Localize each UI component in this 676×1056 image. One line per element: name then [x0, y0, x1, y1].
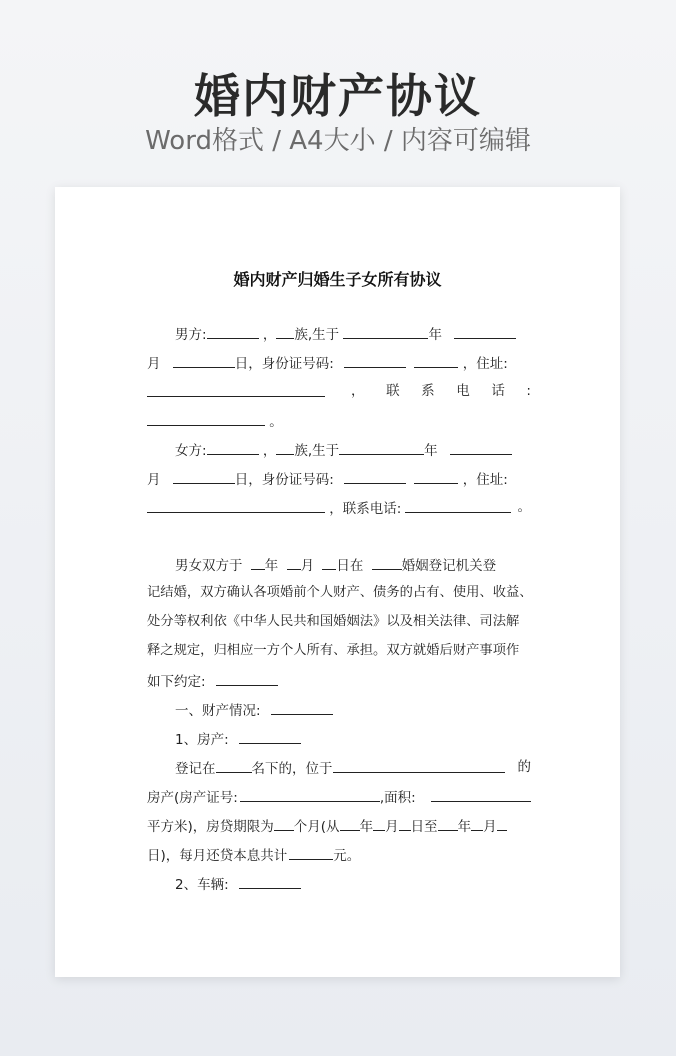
husband-id-blank-2[interactable] — [414, 352, 458, 368]
house-line-2 — [147, 786, 531, 806]
husband-birth-month-blank[interactable] — [454, 323, 516, 339]
char: : — [526, 383, 531, 399]
para1-line-1 — [147, 554, 531, 574]
char: 联 — [386, 383, 400, 399]
phone-label: ，联系电话: — [329, 501, 402, 517]
text: 一、财产情况: — [175, 703, 261, 719]
char: 电 — [456, 383, 470, 399]
husband-label: 男方: — [175, 327, 207, 343]
document-page — [55, 187, 620, 977]
wife-birth-day-blank[interactable] — [173, 468, 235, 484]
husband-ethnic-blank[interactable] — [276, 323, 294, 339]
item-2-heading — [147, 873, 531, 893]
marriage-year-blank[interactable] — [251, 554, 265, 570]
loan-months-blank[interactable] — [274, 815, 294, 831]
wife-label: 女方: — [175, 443, 207, 459]
wife-line-1 — [147, 439, 531, 459]
text: 月 — [385, 819, 399, 835]
address-label: ，住址: — [462, 356, 508, 372]
marriage-day-blank[interactable] — [322, 554, 336, 570]
husband-line-2 — [147, 352, 531, 372]
text: 年 — [457, 819, 472, 835]
sep: ， — [262, 327, 277, 343]
text: 个月(从 — [293, 819, 340, 835]
husband-line-3 — [147, 381, 531, 401]
wife-birth-year-blank[interactable] — [339, 439, 424, 455]
loan-end-day-blank[interactable] — [497, 815, 507, 831]
text: 如下约定: — [147, 674, 206, 690]
month-label: 月 — [147, 356, 161, 372]
loan-end-year-blank[interactable] — [438, 815, 458, 831]
house-location-blank[interactable] — [333, 757, 505, 773]
loan-start-year-blank[interactable] — [340, 815, 360, 831]
text: 2、车辆: — [175, 877, 229, 893]
para1-line-5 — [147, 670, 531, 690]
char: 系 — [421, 383, 435, 399]
year-label: 年 — [428, 327, 442, 343]
wife-id-blank-1[interactable] — [344, 468, 406, 484]
husband-birth-day-blank[interactable] — [173, 352, 235, 368]
para1-line-4: 释之规定，归相应一方个人所有、承担。双方就婚后财产事项作 — [147, 643, 520, 658]
text: 1、房产: — [175, 732, 229, 748]
period: 。 — [517, 499, 531, 515]
id-label: 日，身份证号码: — [234, 472, 334, 488]
wife-line-2 — [147, 468, 531, 488]
wife-birth-month-blank[interactable] — [450, 439, 512, 455]
husband-birth-year-blank[interactable] — [343, 323, 428, 339]
text: 平方米)，房贷期限为 — [147, 819, 274, 835]
house-owner-blank[interactable] — [216, 757, 252, 773]
text: 日至 — [410, 819, 438, 835]
house-line-1 — [147, 757, 531, 777]
wife-phone-blank[interactable] — [405, 497, 511, 513]
loan-start-day-blank[interactable] — [399, 815, 411, 831]
sep: ， — [262, 443, 277, 459]
husband-phone-blank[interactable] — [147, 410, 265, 426]
house-line-4 — [147, 844, 531, 864]
wife-ethnic-blank[interactable] — [276, 439, 294, 455]
house-blank[interactable] — [239, 728, 301, 744]
husband-line-4 — [147, 410, 531, 430]
item-1-heading — [147, 728, 531, 748]
monthly-payment-blank[interactable] — [289, 844, 333, 860]
text: 的 — [517, 759, 531, 775]
wife-address-blank[interactable] — [147, 497, 325, 513]
agreement-blank[interactable] — [216, 670, 278, 686]
husband-line-1 — [147, 323, 531, 343]
house-cert-blank[interactable] — [240, 786, 380, 802]
period: 。 — [269, 414, 283, 430]
text: 年 — [359, 819, 374, 835]
husband-name-blank[interactable] — [207, 323, 259, 339]
registry-blank[interactable] — [372, 554, 402, 570]
address-label: ，住址: — [462, 472, 508, 488]
text: 日)，每月还贷本息共计 — [147, 848, 288, 864]
para1-line-3: 处分等权利依《中华人民共和国婚姻法》以及相关法律、司法解 — [147, 614, 520, 629]
banner-title: 婚内财产协议 — [194, 69, 482, 123]
wife-line-3 — [147, 497, 531, 517]
year-label: 年 — [424, 443, 438, 459]
document-title: 婚内财产归婚生子女所有协议 — [233, 270, 442, 289]
section-1-heading — [147, 699, 531, 719]
ethnic-label: 族,生于 — [294, 327, 340, 343]
para1-line-2: 记结婚，双方确认各项婚前个人财产、债务的占有、使用、收益、 — [147, 585, 533, 600]
husband-phone-label — [351, 381, 531, 401]
text: 月 — [483, 819, 497, 835]
marriage-month-blank[interactable] — [287, 554, 301, 570]
id-label: 日，身份证号码: — [234, 356, 334, 372]
house-area-blank[interactable] — [431, 786, 531, 802]
text: 年 — [264, 558, 279, 574]
property-blank[interactable] — [271, 699, 333, 715]
text: ,面积: — [379, 790, 416, 806]
wife-name-blank[interactable] — [207, 439, 259, 455]
husband-address-blank[interactable] — [147, 381, 325, 397]
text: 男女双方于 — [175, 558, 243, 574]
char: ， — [351, 383, 365, 399]
text: 名下的，位于 — [251, 761, 333, 777]
loan-end-month-blank[interactable] — [471, 815, 483, 831]
loan-start-month-blank[interactable] — [373, 815, 385, 831]
banner-subtitle: Word格式 / A4大小 / 内容可编辑 — [145, 126, 531, 156]
vehicle-blank[interactable] — [239, 873, 301, 889]
text: 日在 — [336, 558, 364, 574]
month-label: 月 — [147, 472, 161, 488]
text: 房产(房产证号: — [147, 790, 238, 806]
wife-id-blank-2[interactable] — [414, 468, 458, 484]
char: 话 — [491, 383, 505, 399]
house-line-3 — [147, 815, 531, 835]
husband-id-blank-1[interactable] — [344, 352, 406, 368]
text: 元。 — [333, 848, 361, 864]
text: 登记在 — [175, 761, 216, 777]
text: 月 — [300, 558, 315, 574]
text: 婚姻登记机关登 — [401, 558, 497, 574]
ethnic-label: 族,生于 — [294, 443, 340, 459]
